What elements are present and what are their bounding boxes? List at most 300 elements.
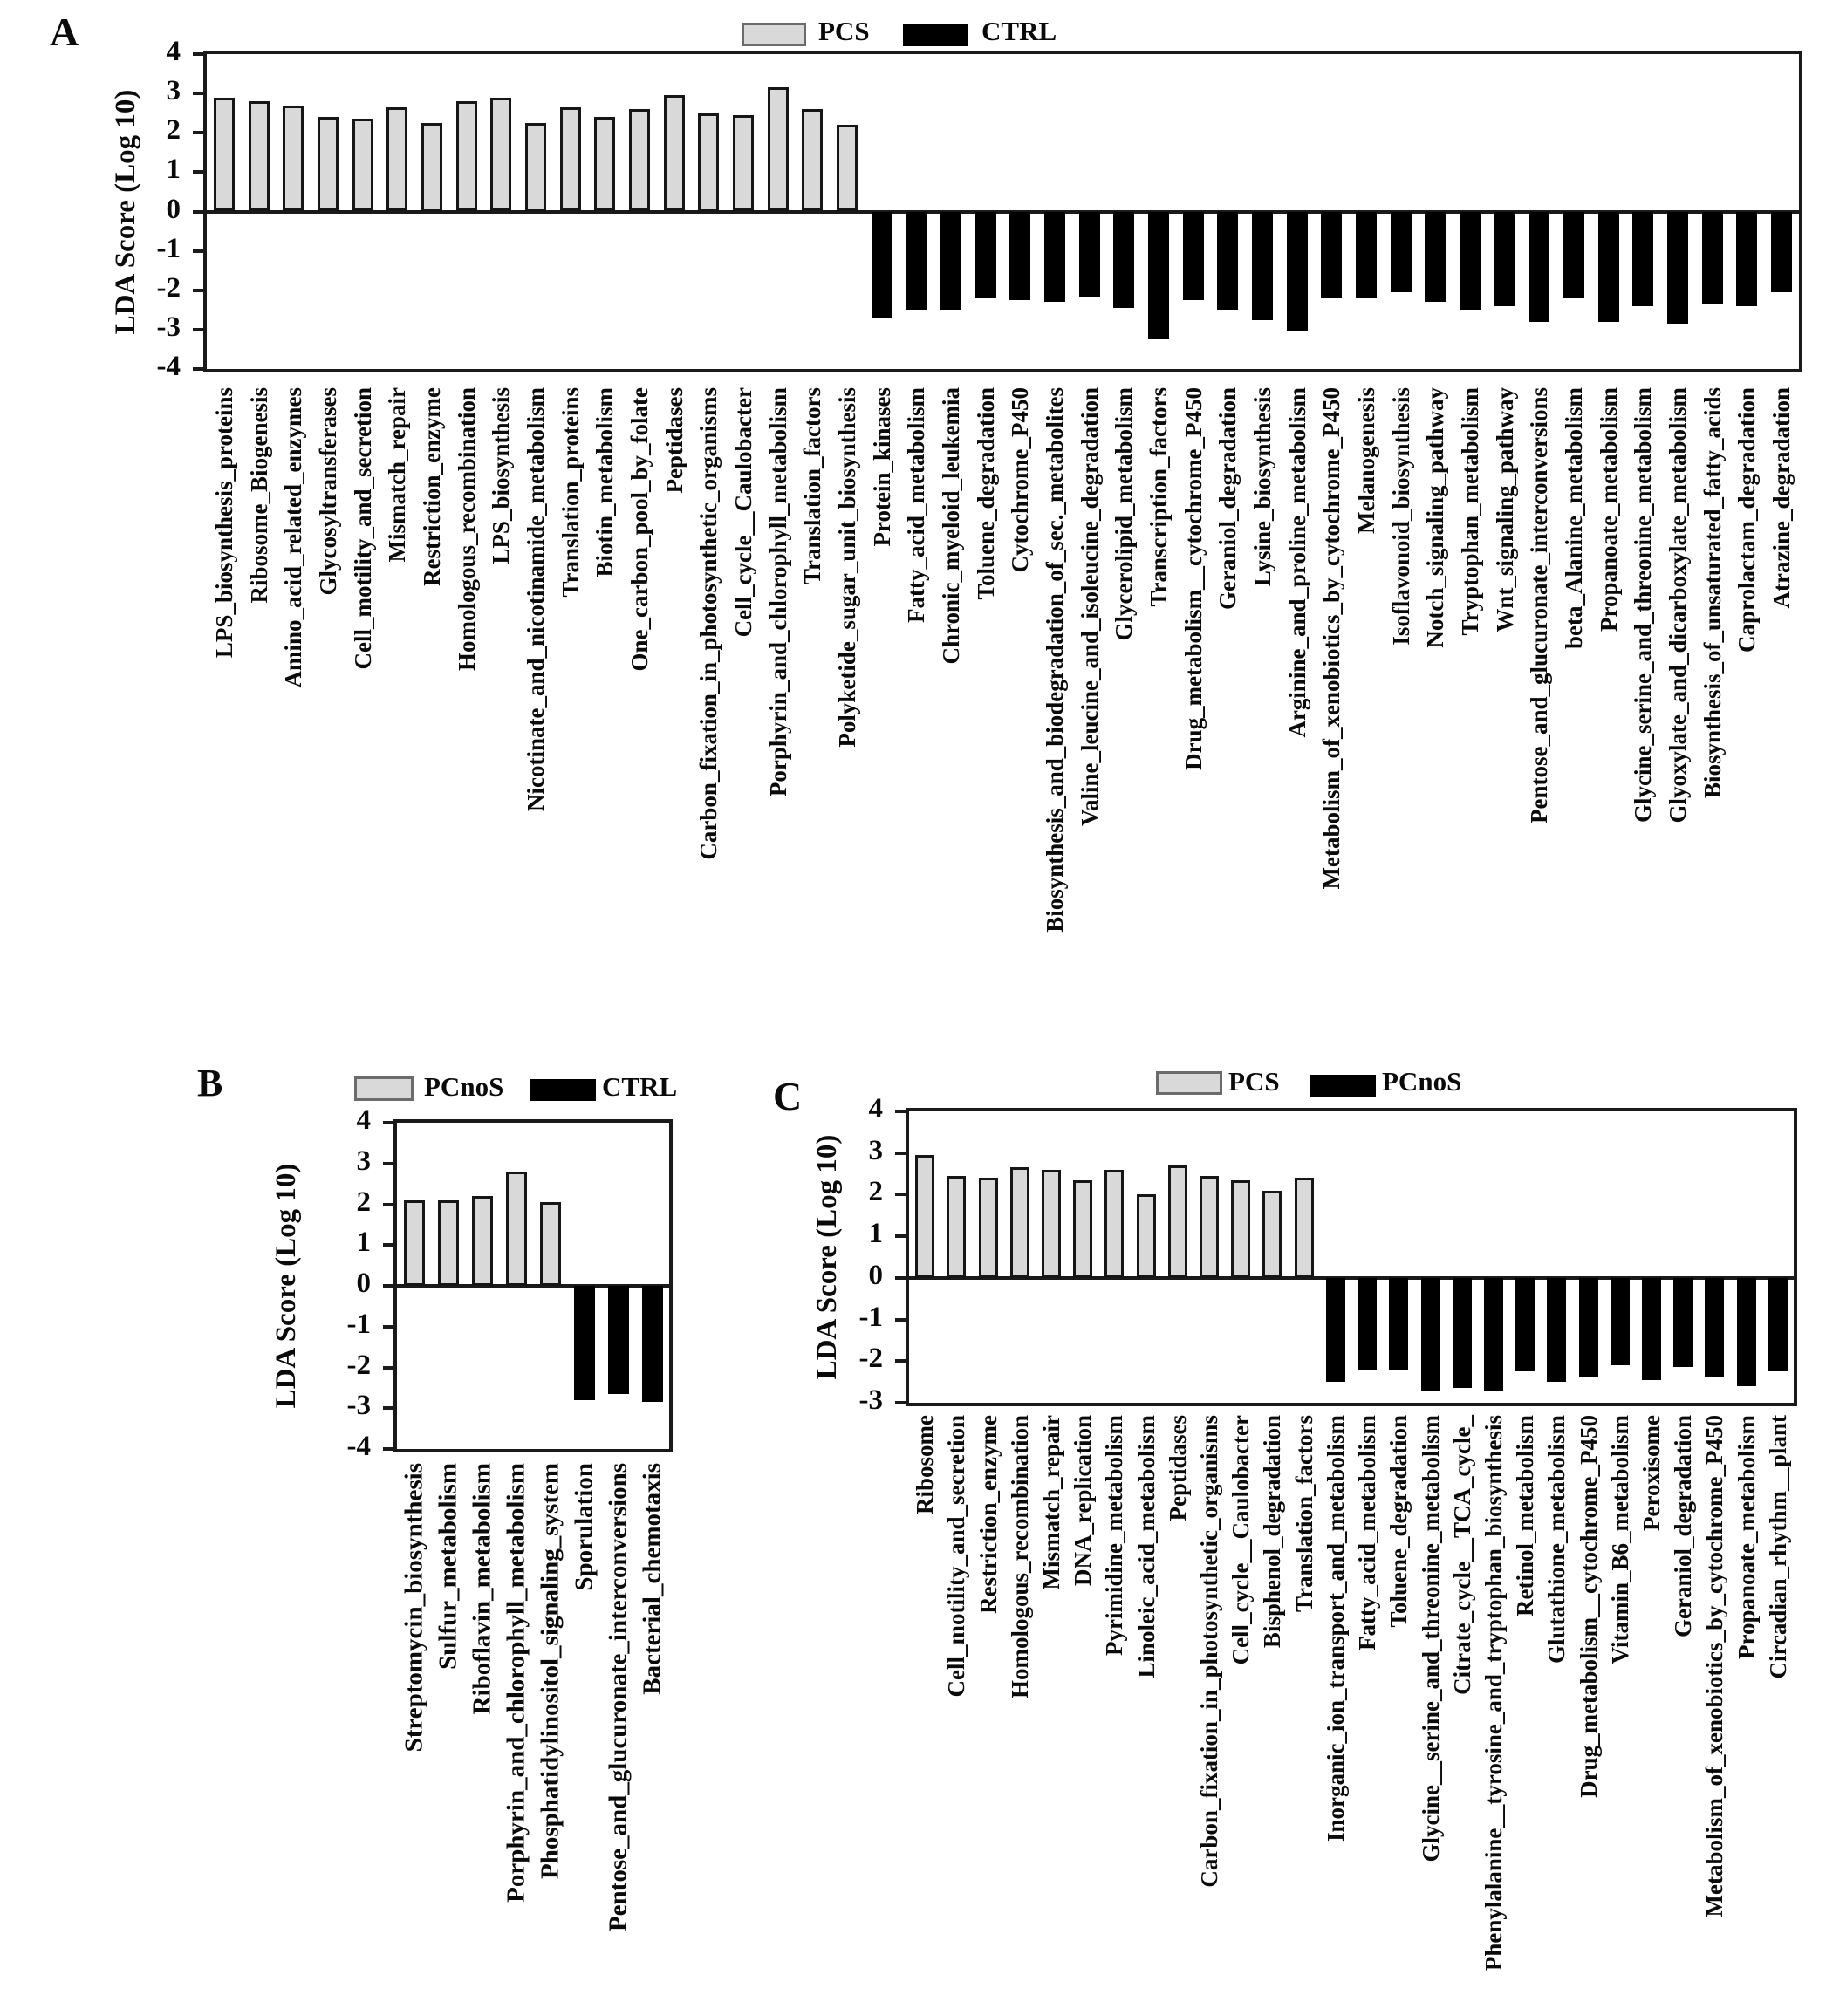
panel-c-y-tick: [895, 1359, 909, 1363]
x-label-Biosynthesis_and_biodegradation_of_sec._metabolites: [1041, 387, 1069, 937]
x-label-LPS_biosynthesis: [487, 387, 515, 569]
bar-Metabolism_of_xenobiotics_by_cytochrome_P450: [1321, 212, 1342, 298]
x-label-Peroxisome: [1638, 1415, 1665, 1535]
x-label-Fatty_acid_metabolism: [1353, 1415, 1381, 1655]
panel-a-y-tick-label: 0: [166, 193, 181, 225]
x-label-Atrazine_degradation: [1768, 387, 1795, 612]
bar-Isoflavonoid_biosynthesis: [1391, 212, 1412, 293]
bar-Porphyrin_and_chlorophyll_metabolism: [506, 1172, 527, 1286]
panel-b-y-tick-label: 2: [356, 1186, 371, 1218]
bar-Propanoate_metabolism: [1598, 212, 1619, 322]
bar-Chronic_myeloid_leukemia: [940, 212, 961, 311]
bar-Bacterial_chemotaxis: [642, 1286, 663, 1402]
panel-c-y-tick-label: -2: [858, 1343, 883, 1375]
bar-Caprolactam_degradation: [1736, 212, 1757, 306]
bar-Fatty_acid_metabolism: [1358, 1278, 1377, 1370]
x-label-Chronic_myeloid_leukemia: [937, 387, 965, 669]
x-label-text: Translation_factors: [799, 387, 826, 584]
bar-Ribosome_Biogenesis: [249, 101, 270, 211]
panel-c-y-tick: [895, 1152, 909, 1155]
x-label-Riboflavin_metabolism: [467, 1463, 497, 1719]
x-label-Sulfur_metabolism: [433, 1463, 463, 1674]
panel-a-y-tick-label: -2: [156, 271, 181, 304]
x-label-text: Cell_cycle__Caulobacter: [729, 387, 756, 638]
x-label-Glyoxylate_and_dicarboxylate_metabolism: [1664, 387, 1692, 827]
x-label-Glutathione_metabolism: [1542, 1415, 1570, 1668]
x-label-text: Glycerolipid_metabolism: [1111, 387, 1138, 641]
x-label-text: Arginine_and_proline_metabolism: [1283, 387, 1310, 738]
x-label-Arginine_and_proline_metabolism: [1283, 387, 1311, 742]
panel-b-y-tick: [383, 1406, 397, 1410]
x-label-text: Carbon_fixation_in_photosynthetic_organisms: [695, 387, 722, 860]
bar-Toluene_degradation: [975, 212, 996, 298]
panel-c-plot-area: [906, 1108, 1797, 1406]
x-label-Toluene_degradation: [971, 387, 999, 605]
x-label-Linoleic_acid_metabolism: [1132, 1415, 1159, 1682]
x-label-text: LPS_biosynthesis_proteins: [210, 387, 237, 659]
panel-b-y-tick: [383, 1366, 397, 1370]
x-label-Toluene_degradation: [1385, 1415, 1412, 1632]
panel-c-y-tick: [895, 1234, 909, 1238]
x-label-Peptidases: [1164, 1415, 1192, 1526]
bar-Circadian_rhythm__plant: [1768, 1278, 1788, 1371]
panel-b-y-tick: [383, 1447, 397, 1451]
x-label-Fatty_acid_metabolism: [902, 387, 930, 627]
legend-swatch-pcs-a: [742, 23, 806, 46]
bar-Transcription_factors: [1148, 212, 1169, 340]
bar-Vitamin_B6_metabolism: [1611, 1278, 1630, 1365]
x-label-text: Cell_motility_and_secretion: [943, 1415, 970, 1698]
x-label-text: Ribosome_Biogenesis: [245, 387, 272, 604]
x-label-text: Restriction_enzyme: [975, 1415, 1002, 1614]
panel-a-y-tick: [193, 210, 207, 214]
x-label-text: Glycosyltransferases: [314, 387, 341, 596]
panel-c-y-tick-label: 0: [868, 1259, 883, 1291]
x-label-Cytochrome_P450: [1006, 387, 1034, 577]
x-label-Polyketide_sugar_unit_biosynthesis: [833, 387, 861, 752]
x-label-Streptomycin_biosynthesis: [399, 1463, 429, 1756]
legend-swatch-pcs-c: [1156, 1071, 1222, 1095]
x-label-text: Glycine__serine_and_threonine_metabolism: [1417, 1415, 1444, 1862]
panel-a-label: A: [50, 10, 79, 54]
bar-Drug_metabolism__cytochrome_P450: [1579, 1278, 1598, 1378]
bar-Streptomycin_biosynthesis: [404, 1200, 425, 1286]
bar-Geraniol_degradation: [1217, 212, 1238, 311]
bar-Peptidases: [1168, 1165, 1187, 1278]
bar-Linoleic_acid_metabolism: [1137, 1194, 1156, 1277]
panel-b-y-axis-title: LDA Score (Log 10): [270, 1163, 302, 1409]
legend-label-pcs-a: PCS: [818, 16, 870, 46]
panel-b-y-tick: [383, 1284, 397, 1288]
x-label-text: Phosphatidylinositol_signaling_system: [536, 1463, 564, 1879]
panel-c-label: C: [773, 1074, 803, 1118]
x-label-Geraniol_degradation: [1669, 1415, 1697, 1642]
x-label-text: Bisphenol_degradation: [1259, 1415, 1286, 1649]
x-label-text: Atrazine_degradation: [1768, 387, 1795, 609]
panel-a-y-tick: [193, 52, 207, 56]
bar-Cell_motility_and_secretion: [352, 119, 373, 211]
bar-LPS_biosynthesis: [490, 98, 511, 212]
x-label-Pentose_and_glucuronate_interconversions: [603, 1463, 633, 1936]
panel-c-y-tick-label: -1: [858, 1301, 883, 1333]
panel-c-y-axis-title: LDA Score (Log 10): [811, 1134, 843, 1380]
bar-Notch_signaling_pathway: [1425, 212, 1446, 303]
x-label-Translation_proteins: [556, 387, 584, 602]
x-label-Pyrimidine_metabolism: [1100, 1415, 1128, 1660]
bar-DNA_replication: [1073, 1180, 1092, 1278]
panel-b-y-tick-label: 1: [356, 1227, 371, 1259]
x-label-text: Cell_cycle__Caulobacter: [1228, 1415, 1255, 1665]
x-label-Metabolism_of_xenobiotics_by_cytochrome_P450: [1317, 387, 1345, 893]
panel-b-y-tick: [383, 1162, 397, 1165]
bar-Toluene_degradation: [1389, 1278, 1408, 1370]
panel-c-y-tick: [895, 1318, 909, 1322]
x-label-Biotin_metabolism: [591, 387, 619, 582]
panel-a-zero-line: [207, 210, 1799, 214]
bar-Propanoate_metabolism: [1737, 1278, 1756, 1386]
bar-Riboflavin_metabolism: [472, 1196, 493, 1286]
x-label-text: Glycine_serine_and_threonine_metabolism: [1630, 387, 1657, 823]
bar-Translation_proteins: [560, 107, 581, 212]
x-label-text: Circadian_rhythm__plant: [1764, 1415, 1791, 1679]
x-label-Bisphenol_degradation: [1258, 1415, 1286, 1652]
x-label-text: Linoleic_acid_metabolism: [1132, 1415, 1159, 1678]
x-label-text: Homologous_recombination: [1006, 1415, 1033, 1699]
x-label-text: Propanoate_metabolism: [1733, 1415, 1760, 1659]
panel-c-y-tick-label: -3: [858, 1384, 883, 1416]
x-label-text: Streptomycin_biosynthesis: [400, 1463, 428, 1753]
bar-Porphyrin_and_chlorophyll_metabolism: [768, 87, 789, 211]
bar-Fatty_acid_metabolism: [906, 212, 927, 311]
panel-b-y-tick-label: 4: [356, 1104, 371, 1136]
bar-Glutathione_metabolism: [1547, 1278, 1566, 1382]
panel-c-y-tick: [895, 1110, 909, 1113]
panel-a-y-tick: [193, 92, 207, 95]
x-label-text: Transcription_factors: [1145, 387, 1172, 607]
x-label-Restriction_enzyme: [418, 387, 446, 591]
panel-a-y-tick-label: 3: [166, 75, 181, 107]
x-label-Lysine_biosynthesis: [1248, 387, 1276, 591]
x-label-Tryptophan_metabolism: [1456, 387, 1484, 640]
x-label-Circadian_rhythm__plant: [1764, 1415, 1792, 1684]
x-label-Cell_motility_and_secretion: [942, 1415, 970, 1701]
panel-b-y-tick-label: 3: [356, 1145, 371, 1177]
legend-label-pcnos-b: PCnoS: [424, 1071, 504, 1102]
x-label-Homologous_recombination: [1006, 1415, 1034, 1703]
bar-LPS_biosynthesis_proteins: [214, 98, 235, 212]
x-label-text: Pyrimidine_metabolism: [1101, 1415, 1128, 1656]
bar-Restriction_enzyme: [421, 123, 442, 212]
x-label-text: Translation_proteins: [557, 387, 584, 598]
x-label-text: Toluene_degradation: [1385, 1415, 1412, 1628]
bar-Biotin_metabolism: [594, 117, 615, 211]
bar-Melanogenesis: [1356, 212, 1377, 298]
x-label-Glycine__serine_and_threonine_metabolism: [1416, 1415, 1444, 1867]
x-label-text: Sporulation: [570, 1463, 598, 1591]
bar-Restriction_enzyme: [979, 1178, 998, 1278]
bar-Amino_acid_related_enzymes: [283, 106, 304, 212]
x-label-text: Retinol_metabolism: [1511, 1415, 1538, 1616]
x-label-Phenylalanine__tyrosine_and_tryptophan_biosynthesis: [1480, 1415, 1508, 1975]
x-label-text: Nicotinate_and_nicotinamide_metabolism: [522, 387, 549, 811]
x-label-Drug_metabolism__cytochrome_P450: [1180, 387, 1207, 775]
x-label-LPS_biosynthesis_proteins: [210, 387, 238, 662]
bar-Peroxisome: [1642, 1278, 1661, 1380]
x-label-text: beta_Alanine_metabolism: [1560, 387, 1587, 649]
x-label-text: Isoflavonoid_biosynthesis: [1387, 387, 1414, 646]
x-label-text: Biosynthesis_of_unsaturated_fatty_acids: [1699, 387, 1726, 799]
panel-a-y-tick: [193, 131, 207, 134]
panel-a-y-tick-label: 4: [166, 36, 181, 67]
x-label-Amino_acid_related_enzymes: [279, 387, 307, 692]
x-label-text: Citrate_cycle__TCA_cycle_: [1448, 1415, 1475, 1695]
x-label-Sporulation: [569, 1463, 599, 1596]
x-label-Mismatch_repair: [383, 387, 411, 566]
x-label-text: Restriction_enzyme: [418, 387, 445, 586]
x-label-text: Fatty_acid_metabolism: [1353, 1415, 1380, 1650]
x-label-One_carbon_pool_by_folate: [626, 387, 653, 676]
bar-Sporulation: [574, 1286, 595, 1400]
x-label-text: Peptidases: [660, 387, 687, 494]
panel-b-y-tick-label: -2: [346, 1349, 371, 1381]
panel-c-y-tick: [895, 1193, 909, 1196]
legend-swatch-ctrl-a: [903, 24, 968, 46]
x-label-text: Geraniol_degradation: [1214, 387, 1241, 610]
bar-Carbon_fixation_in_photosynthetic_organisms: [698, 113, 719, 212]
bar-Wnt_signaling_pathway: [1494, 212, 1515, 306]
bar-Polyketide_sugar_unit_biosynthesis: [837, 125, 858, 211]
x-label-Citrate_cycle__TCA_cycle_: [1448, 1415, 1476, 1699]
bar-Homologous_recombination: [1010, 1167, 1029, 1277]
x-label-Cell_cycle__Caulobacter: [1227, 1415, 1255, 1669]
x-label-text: Glutathione_metabolism: [1543, 1415, 1570, 1664]
panel-a-y-tick-label: 2: [166, 114, 181, 147]
bar-Valine_leucine_and_isoleucine_degradation: [1079, 212, 1100, 297]
x-label-text: Polyketide_sugar_unit_biosynthesis: [833, 387, 860, 748]
x-label-text: Porphyrin_and_chlorophyll_metabolism: [764, 387, 791, 797]
x-label-text: Biosynthesis_and_biodegradation_of_sec._metabolites: [1041, 387, 1068, 933]
x-label-Glycine_serine_and_threonine_metabolism: [1629, 387, 1657, 827]
x-label-text: Ribosome: [911, 1415, 938, 1514]
x-label-text: Cytochrome_P450: [1007, 387, 1034, 573]
x-label-text: Lysine_biosynthesis: [1248, 387, 1275, 587]
x-label-text: Wnt_signaling_pathway: [1491, 387, 1518, 632]
bar-Protein_kinases: [872, 212, 892, 318]
x-label-Carbon_fixation_in_photosynthetic_organisms: [1195, 1415, 1223, 1892]
panel-b-y-tick-label: -3: [346, 1390, 371, 1422]
x-label-beta_Alanine_metabolism: [1560, 387, 1588, 653]
bar-Metabolism_of_xenobiotics_by_cytochrome_P450: [1705, 1278, 1724, 1378]
bar-Biosynthesis_and_biodegradation_of_sec._metabolites: [1044, 212, 1065, 303]
panel-a-y-tick-label: 1: [166, 154, 181, 186]
bar-Citrate_cycle__TCA_cycle_: [1453, 1278, 1472, 1388]
x-label-Propanoate_metabolism: [1595, 387, 1623, 636]
x-label-text: Bacterial_chemotaxis: [638, 1463, 667, 1695]
panel-a-y-tick-label: -1: [156, 232, 181, 264]
x-label-Translation_factors: [798, 387, 826, 589]
x-label-Porphyrin_and_chlorophyll_metabolism: [763, 387, 791, 801]
x-label-Geraniol_degradation: [1214, 387, 1241, 614]
panel-b-y-tick: [383, 1121, 397, 1124]
x-label-Caprolactam_degradation: [1733, 387, 1761, 657]
panel-c-y-tick-label: 1: [868, 1218, 883, 1250]
x-label-Metabolism_of_xenobiotics_by_cytochrome_P450: [1700, 1415, 1728, 1921]
x-label-Restriction_enzyme: [974, 1415, 1002, 1618]
x-label-text: Valine_leucine_and_isoleucine_degradation: [1076, 387, 1103, 827]
bar-Lysine_biosynthesis: [1252, 212, 1273, 320]
bar-Translation_factors: [1295, 1178, 1314, 1278]
x-label-text: Homologous_recombination: [453, 387, 480, 672]
bar-Peptidases: [664, 95, 685, 211]
x-label-DNA_replication: [1069, 1415, 1097, 1590]
panel-c-y-tick-label: 2: [868, 1176, 883, 1208]
panel-a-y-tick: [193, 328, 207, 331]
legend-swatch-pcnos-c: [1310, 1075, 1376, 1097]
bar-Cell_cycle__Caulobacter: [733, 115, 754, 212]
x-label-Glycerolipid_metabolism: [1110, 387, 1138, 646]
panel-a-y-tick-label: -3: [156, 311, 181, 343]
bar-Retinol_metabolism: [1515, 1278, 1535, 1371]
bar-Glycosyltransferases: [318, 117, 339, 211]
panel-b-y-tick: [383, 1203, 397, 1206]
x-label-text: Mismatch_repair: [384, 387, 411, 563]
bar-Sulfur_metabolism: [438, 1200, 459, 1286]
x-label-Isoflavonoid_biosynthesis: [1387, 387, 1415, 650]
bar-Phosphatidylinositol_signaling_system: [540, 1202, 561, 1286]
x-label-text: Cell_motility_and_secretion: [349, 387, 376, 670]
bar-Glyoxylate_and_dicarboxylate_metabolism: [1667, 212, 1688, 325]
x-label-Transcription_factors: [1145, 387, 1173, 611]
x-label-Porphyrin_and_chlorophyll_metabolism: [501, 1463, 531, 1907]
x-label-text: Translation_factors: [1290, 1415, 1317, 1612]
bar-Pyrimidine_metabolism: [1104, 1170, 1124, 1278]
bar-Atrazine_degradation: [1771, 212, 1792, 293]
panel-a-y-tick: [193, 289, 207, 292]
legend-swatch-ctrl-b: [530, 1079, 596, 1101]
x-label-text: Melanogenesis: [1352, 387, 1379, 534]
x-label-Ribosome: [911, 1415, 939, 1519]
x-label-text: Metabolism_of_xenobiotics_by_cytochrome_P450: [1701, 1415, 1728, 1917]
panel-b-y-tick-label: -4: [346, 1431, 371, 1462]
panel-c-y-tick-label: 3: [868, 1134, 883, 1166]
panel-b-y-tick-label: 0: [356, 1268, 371, 1299]
panel-b-y-tick: [383, 1325, 397, 1329]
x-label-text: Carbon_fixation_in_photosynthetic_organisms: [1195, 1415, 1222, 1888]
x-label-text: Pentose_and_glucuronate_interconversions: [604, 1463, 633, 1932]
x-label-Biosynthesis_of_unsaturated_fatty_acids: [1699, 387, 1727, 803]
x-label-Propanoate_metabolism: [1732, 1415, 1760, 1664]
panel-b-label: B: [197, 1062, 223, 1104]
x-label-text: Propanoate_metabolism: [1595, 387, 1622, 632]
x-label-text: Peroxisome: [1638, 1415, 1665, 1531]
bar-Cell_cycle__Caulobacter: [1231, 1180, 1250, 1278]
bar-Drug_metabolism__cytochrome_P450: [1183, 212, 1204, 301]
x-label-text: Toluene_degradation: [972, 387, 999, 600]
panel-c-y-tick-label: 4: [868, 1093, 883, 1124]
panel-b-y-tick: [383, 1243, 397, 1247]
x-label-Drug_metabolism__cytochrome_P450: [1574, 1415, 1602, 1802]
panel-a-y-tick: [193, 249, 207, 253]
x-label-text: Metabolism_of_xenobiotics_by_cytochrome_P450: [1318, 387, 1345, 890]
bar-Biosynthesis_of_unsaturated_fatty_acids: [1702, 212, 1723, 304]
legend-label-ctrl-a: CTRL: [981, 16, 1057, 46]
bar-One_carbon_pool_by_folate: [629, 109, 650, 211]
x-label-Ribosome_Biogenesis: [244, 387, 272, 608]
bar-Mismatch_repair: [386, 107, 407, 212]
x-label-Bacterial_chemotaxis: [637, 1463, 667, 1699]
x-label-Retinol_metabolism: [1511, 1415, 1539, 1621]
x-label-text: Glyoxylate_and_dicarboxylate_metabolism: [1664, 387, 1691, 823]
bar-Cytochrome_P450: [1009, 212, 1030, 301]
x-label-text: Porphyrin_and_chlorophyll_metabolism: [502, 1463, 530, 1903]
x-label-text: DNA_replication: [1069, 1415, 1096, 1586]
x-label-Cell_motility_and_secretion: [348, 387, 376, 673]
bar-Homologous_recombination: [456, 101, 477, 211]
x-label-Vitamin_B6_metabolism: [1606, 1415, 1634, 1669]
bar-Inorganic_ion_transport_and_metabolism: [1326, 1278, 1345, 1382]
x-label-text: Inorganic_ion_transport_and_metabolism: [1322, 1415, 1349, 1842]
legend-label-pcnos-c: PCnoS: [1382, 1066, 1462, 1097]
bar-Nicotinate_and_nicotinamide_metabolism: [525, 123, 546, 212]
x-label-Cell_cycle__Caulobacter: [729, 387, 757, 641]
x-label-text: Pentose_and_glucuronate_interconversions: [1526, 387, 1553, 824]
x-label-text: Geraniol_degradation: [1670, 1415, 1697, 1637]
panel-c-y-tick: [895, 1401, 909, 1404]
bar-Geraniol_degradation: [1673, 1278, 1693, 1368]
x-label-Inorganic_ion_transport_and_metabolism: [1322, 1415, 1350, 1846]
bar-Tryptophan_metabolism: [1460, 212, 1481, 311]
bar-Phenylalanine__tyrosine_and_tryptophan_biosynthesis: [1484, 1278, 1503, 1391]
panel-b-y-tick-label: -1: [346, 1308, 371, 1340]
x-label-text: Mismatch_repair: [1037, 1415, 1064, 1590]
bar-Pentose_and_glucuronate_interconversions: [1529, 212, 1549, 322]
x-label-text: Riboflavin_metabolism: [468, 1463, 496, 1715]
x-label-Melanogenesis: [1352, 387, 1380, 538]
bar-Glycine__serine_and_threonine_metabolism: [1421, 1278, 1440, 1391]
x-label-text: Phenylalanine__tyrosine_and_tryptophan_biosynthesis: [1480, 1415, 1507, 1972]
x-label-Homologous_recombination: [452, 387, 480, 675]
panel-c-y-tick: [895, 1276, 909, 1280]
legend-label-pcs-c: PCS: [1228, 1066, 1280, 1097]
bar-Arginine_and_proline_metabolism: [1287, 212, 1308, 332]
x-label-text: Fatty_acid_metabolism: [903, 387, 930, 623]
x-label-text: Notch_signaling_pathway: [1422, 387, 1449, 648]
x-label-Peptidases: [660, 387, 687, 498]
x-label-Mismatch_repair: [1037, 1415, 1065, 1594]
bar-Ribosome: [915, 1155, 934, 1278]
x-label-text: One_carbon_pool_by_folate: [626, 387, 653, 672]
x-label-Carbon_fixation_in_photosynthetic_organisms: [694, 387, 722, 864]
bar-beta_Alanine_metabolism: [1563, 212, 1584, 298]
bar-Cell_motility_and_secretion: [947, 1176, 966, 1278]
x-label-Glycosyltransferases: [314, 387, 342, 599]
x-label-Nicotinate_and_nicotinamide_metabolism: [522, 387, 550, 816]
x-label-Protein_kinases: [867, 387, 895, 551]
panel-a-y-tick: [193, 170, 207, 174]
bar-Glycerolipid_metabolism: [1113, 212, 1134, 309]
x-label-text: Caprolactam_degradation: [1734, 387, 1761, 653]
x-label-text: Chronic_myeloid_leukemia: [937, 387, 964, 665]
x-label-text: Drug_metabolism__cytochrome_P450: [1575, 1415, 1602, 1798]
panel-a-y-axis-title: LDA Score (Log 10): [110, 89, 141, 335]
bar-Bisphenol_degradation: [1262, 1191, 1282, 1278]
legend-swatch-pcnos-b: [354, 1076, 414, 1101]
bar-Pentose_and_glucuronate_interconversions: [608, 1286, 629, 1394]
x-label-Notch_signaling_pathway: [1421, 387, 1449, 653]
x-label-text: Amino_acid_related_enzymes: [279, 387, 306, 688]
x-label-Wnt_signaling_pathway: [1491, 387, 1519, 637]
legend-label-ctrl-b: CTRL: [602, 1071, 678, 1102]
